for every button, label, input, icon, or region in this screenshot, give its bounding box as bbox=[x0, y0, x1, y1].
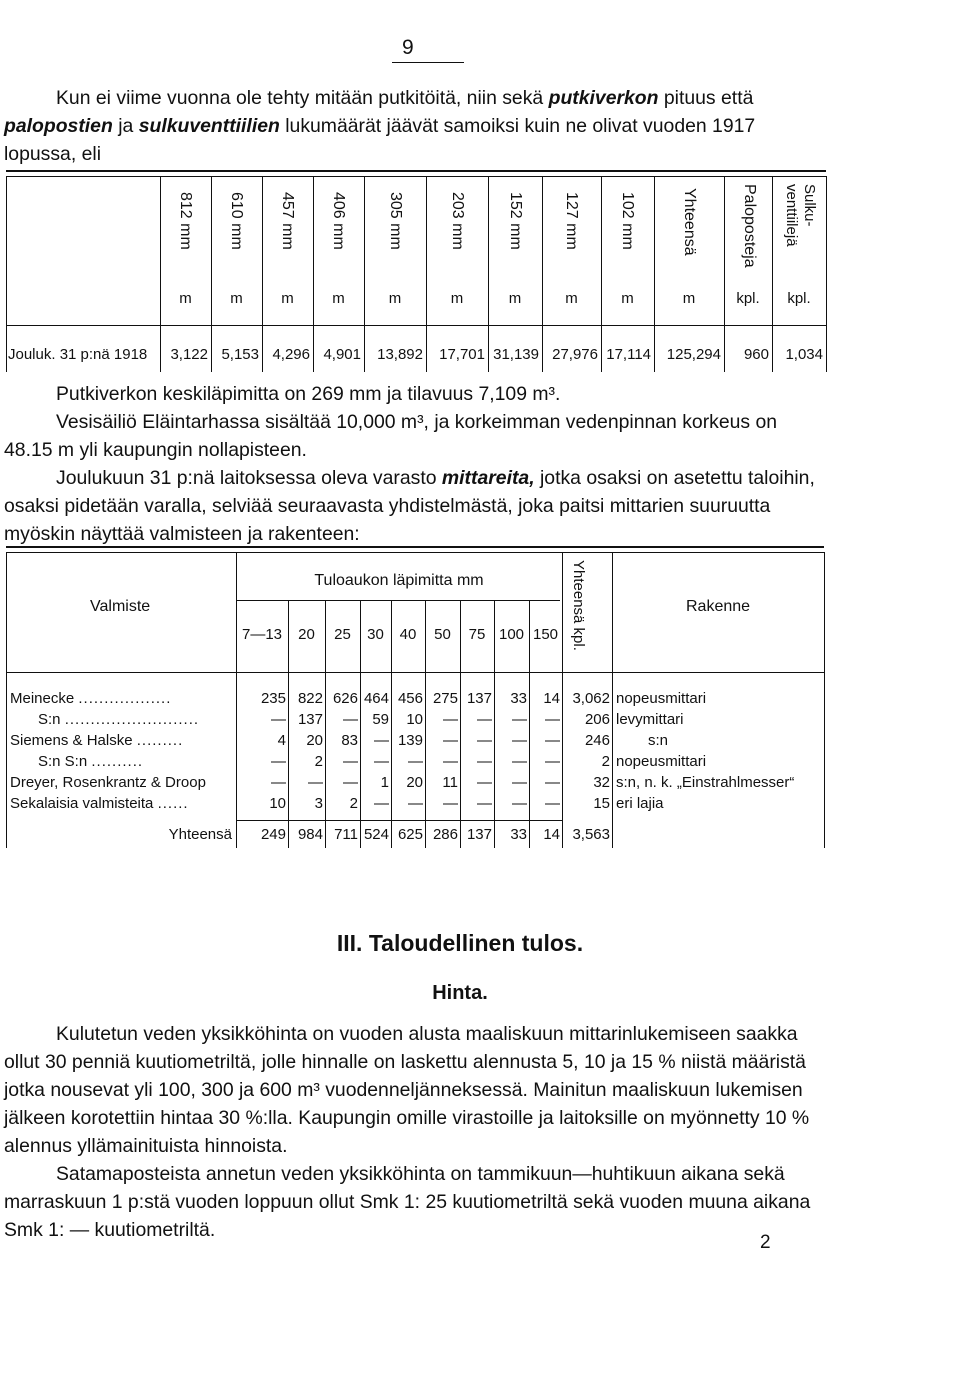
header-valmiste: Valmiste bbox=[90, 598, 151, 615]
cell: 235 bbox=[260, 690, 286, 707]
cell: — bbox=[343, 711, 358, 728]
manufacturer-name bbox=[38, 711, 232, 728]
size-header: 50 bbox=[434, 626, 451, 643]
cell: 626 bbox=[332, 690, 358, 707]
value-yhteensa: 125,294 bbox=[666, 346, 721, 363]
cell: — bbox=[512, 753, 527, 770]
manufacturer-label: S:n bbox=[38, 711, 61, 728]
unit-457: m bbox=[281, 290, 294, 307]
paragraph-keskilapimitta: Putkiverkon keskiläpimitta on 269 mm ja tilavuus 7,109 m³. bbox=[56, 383, 561, 405]
cell: — bbox=[477, 711, 492, 728]
rakenne-cell: nopeusmittari bbox=[616, 753, 707, 770]
total-cell: 524 bbox=[363, 826, 389, 843]
unit-305: m bbox=[388, 290, 402, 307]
row-total: 32 bbox=[593, 774, 610, 791]
cell: — bbox=[271, 711, 286, 728]
cell: — bbox=[512, 795, 527, 812]
table1-col-sep bbox=[211, 176, 212, 372]
cell: — bbox=[545, 753, 560, 770]
cell: 33 bbox=[510, 690, 527, 707]
row-total: 206 bbox=[584, 711, 610, 728]
table2-top-rule-thin bbox=[6, 552, 824, 553]
header-406: 406 mm bbox=[330, 192, 347, 250]
unit-203: m bbox=[450, 290, 464, 307]
cell: — bbox=[308, 774, 323, 791]
unit-406: m bbox=[332, 290, 345, 307]
cell: — bbox=[477, 795, 492, 812]
intro-text-1: Kun ei viime vuonna ole tehty mitään putkitöitä, niin sekä bbox=[56, 87, 549, 109]
table1-header-rule bbox=[6, 325, 826, 326]
size-header: 100 bbox=[498, 626, 525, 643]
manufacturer-name: Dreyer, Rosenkrantz & Droop bbox=[10, 774, 206, 791]
value-152: 31,139 bbox=[493, 346, 539, 363]
value-457: 4,296 bbox=[272, 346, 310, 363]
table2-top-rule bbox=[6, 546, 824, 548]
size-header: 20 bbox=[298, 626, 315, 643]
cell: 137 bbox=[466, 690, 492, 707]
cell: — bbox=[512, 711, 527, 728]
leader-dots: .................. bbox=[78, 690, 172, 707]
cell: — bbox=[443, 711, 458, 728]
total-cell: 249 bbox=[260, 826, 286, 843]
total-cell: 711 bbox=[334, 826, 358, 843]
header-203: 203 mm bbox=[449, 192, 466, 250]
cell: 3 bbox=[314, 795, 323, 812]
mittareita-term: mittareita, bbox=[441, 467, 535, 489]
para4-text-1: Joulukuun 31 p:nä laitoksessa oleva varasto bbox=[56, 467, 442, 489]
cell: — bbox=[477, 732, 492, 749]
unit-sulkuventtiileja: kpl. bbox=[787, 290, 811, 307]
unit-paloposteja: kpl. bbox=[736, 290, 760, 307]
paragraph-mittareita bbox=[4, 464, 828, 548]
unit-127: m bbox=[565, 290, 578, 307]
size-header: 30 bbox=[367, 626, 384, 643]
cell: 11 bbox=[442, 774, 458, 791]
cell: — bbox=[477, 774, 492, 791]
page-number-rule bbox=[392, 62, 464, 63]
table1-col-sep bbox=[426, 176, 427, 372]
cell: 2 bbox=[314, 753, 323, 770]
manufacturer-name bbox=[10, 795, 232, 812]
value-203: 17,701 bbox=[439, 346, 485, 363]
cell: 10 bbox=[406, 711, 423, 728]
cell: 1 bbox=[380, 774, 389, 791]
cell: 139 bbox=[397, 732, 423, 749]
total-cell: 625 bbox=[397, 826, 423, 843]
header-152: 152 mm bbox=[507, 192, 524, 250]
value-305: 13,892 bbox=[377, 346, 423, 363]
cell: 456 bbox=[397, 690, 423, 707]
rakenne-cell: nopeusmittari bbox=[616, 690, 707, 707]
total-cell: 14 bbox=[543, 826, 560, 843]
header-457: 457 mm bbox=[279, 192, 296, 250]
row-total: 246 bbox=[584, 732, 610, 749]
manufacturer-label: Meinecke bbox=[10, 690, 75, 707]
cell: — bbox=[374, 753, 389, 770]
total-cell: 33 bbox=[510, 826, 527, 843]
header-paloposteja: Paloposteja bbox=[741, 184, 758, 268]
cell: — bbox=[443, 753, 458, 770]
value-812: 3,122 bbox=[170, 346, 208, 363]
header-812: 812 mm bbox=[177, 192, 194, 250]
value-406: 4,901 bbox=[323, 346, 361, 363]
leader-dots: ...... bbox=[157, 795, 189, 812]
table2-right-border bbox=[824, 552, 825, 848]
row-total: 15 bbox=[593, 795, 610, 812]
unit-102: m bbox=[621, 290, 634, 307]
putkiverkon-term: putkiverkon bbox=[548, 87, 659, 109]
table1-col-sep bbox=[313, 176, 314, 372]
size-header: 40 bbox=[399, 626, 417, 643]
value-sulkuventtiileja: 1,034 bbox=[785, 346, 823, 363]
cell: — bbox=[343, 753, 358, 770]
total-cell: 286 bbox=[432, 826, 458, 843]
table1-col-sep bbox=[772, 176, 773, 372]
cell: — bbox=[343, 774, 358, 791]
header-sulkuventtiileja: Sulku- venttiilejä bbox=[783, 184, 818, 247]
table1-top-rule bbox=[6, 170, 826, 172]
value-127: 27,976 bbox=[552, 346, 598, 363]
leader-dots: .......................... bbox=[64, 711, 200, 728]
total-label: Yhteensä bbox=[168, 826, 232, 843]
manufacturer-name bbox=[38, 753, 232, 770]
table2-total-rule bbox=[236, 820, 562, 821]
cell: 137 bbox=[297, 711, 323, 728]
cell: 275 bbox=[432, 690, 458, 707]
unit-152: m bbox=[508, 290, 522, 307]
intro-paragraph bbox=[4, 84, 828, 168]
table1-col-sep bbox=[601, 176, 602, 372]
cell: — bbox=[374, 795, 389, 812]
cell: 464 bbox=[363, 690, 389, 707]
cell: — bbox=[374, 732, 389, 749]
header-tuloaukon: Tuloaukon läpimitta mm bbox=[314, 572, 484, 589]
rakenne-cell: s:n, n. k. „Einstrahlmesser“ bbox=[616, 774, 795, 791]
row-label: Jouluk. 31 p:nä 1918 bbox=[8, 346, 148, 363]
leader-dots: .......... bbox=[91, 753, 144, 770]
palopostien-term: palopostien bbox=[4, 115, 113, 137]
cell: — bbox=[512, 732, 527, 749]
total-cell: 984 bbox=[297, 826, 323, 843]
header-rakenne: Rakenne bbox=[686, 598, 751, 615]
sulkuventtiilien-term: sulkuventtiilien bbox=[138, 115, 280, 137]
cell: — bbox=[545, 795, 560, 812]
cell: — bbox=[477, 753, 492, 770]
manufacturer-name bbox=[10, 732, 232, 749]
size-header: 75 bbox=[468, 626, 486, 643]
size-header: 7—13 bbox=[241, 626, 283, 643]
cell: — bbox=[545, 774, 560, 791]
cell: — bbox=[271, 774, 286, 791]
rakenne-cell: s:n bbox=[648, 732, 669, 749]
header-610: 610 mm bbox=[228, 192, 245, 250]
table1-col-sep bbox=[542, 176, 543, 372]
paragraph-yksikkohinta: Kulutetun veden yksikköhinta on vuoden alusta maaliskuun mittarinlukemiseen saakka ollut 30 penniä kuutiometriltä, jolle hinnalle on laskettu alennusta 5, 10 ja 15 % niistä määristä jotka nousevat yli 100, 300 ja 600 m³ vuodenneljänneksessä. Mainitun maaliskuun lukemisen jälkeen korotettiin hintaa 30 %:lla. Kaupungin omille virastoille ja laitoksille on myönnetty 10 % alennus yllämainituista hinnoista. bbox=[4, 1023, 810, 1157]
header-yhteensa: Yhteensä bbox=[681, 188, 698, 256]
cell: 59 bbox=[372, 711, 389, 728]
paragraph-satamaposteista: Satamaposteista annetun veden yksikköhinta on tammikuun—huhtikuun aikana sekä marraskuun 1 p:stä vuoden loppuun ollut Smk 1: 25 kuutiometriltä sekä vuoden muuna aikana Smk 1: — kuutiometriltä. bbox=[4, 1163, 811, 1241]
cell: — bbox=[443, 732, 458, 749]
header-yhteensa-kpl: Yhteensä kpl. bbox=[570, 560, 587, 651]
table2-left-border bbox=[6, 552, 7, 848]
value-paloposteja: 960 bbox=[743, 346, 769, 363]
table1-col-sep bbox=[654, 176, 655, 372]
signature-number: 2 bbox=[760, 1232, 771, 1253]
intro-text-3: ja bbox=[112, 115, 139, 137]
table1-right-border bbox=[826, 176, 827, 372]
unit-812: m bbox=[179, 290, 192, 307]
cell: — bbox=[512, 774, 527, 791]
header-305: 305 mm bbox=[387, 192, 404, 250]
size-header: 150 bbox=[532, 626, 559, 643]
paragraph-vesisailio: Vesisäiliö Eläintarhassa sisältää 10,000 m³, ja korkeimman vedenpinnan korkeus on 48.15 m yli kaupungin nollapisteen. bbox=[4, 411, 778, 461]
cell: 2 bbox=[349, 795, 358, 812]
leader-dots: ......... bbox=[136, 732, 184, 749]
cell: — bbox=[443, 795, 458, 812]
table2-col-sep bbox=[612, 552, 613, 848]
row-total: 2 bbox=[601, 753, 610, 770]
cell: 10 bbox=[269, 795, 286, 812]
row-total: 3,062 bbox=[572, 690, 610, 707]
cell: — bbox=[408, 795, 423, 812]
table1-col-sep bbox=[724, 176, 725, 372]
cell: — bbox=[408, 753, 423, 770]
value-610: 5,153 bbox=[221, 346, 259, 363]
rakenne-cell: levymittari bbox=[616, 711, 684, 728]
table1-top-rule-thin bbox=[6, 176, 826, 177]
unit-610: m bbox=[230, 290, 243, 307]
cell: 822 bbox=[297, 690, 323, 707]
rakenne-cell: eri lajia bbox=[616, 795, 664, 812]
manufacturer-label: Siemens & Halske bbox=[10, 732, 133, 749]
table1-col-sep bbox=[262, 176, 263, 372]
cell: 14 bbox=[543, 690, 560, 707]
header-127: 127 mm bbox=[563, 192, 580, 250]
manufacturer-label: S:n S:n bbox=[38, 753, 88, 770]
size-header: 25 bbox=[334, 626, 351, 643]
page-number: 9 bbox=[402, 36, 414, 59]
intro-text-4: lukumäärät jäävät samoiksi kuin ne olivat vuoden 1917 lopussa, eli bbox=[4, 115, 756, 165]
value-102: 17,114 bbox=[606, 346, 651, 363]
para4-text-2: jotka osaksi on asetettu taloihin, osaksi pidetään varalla, selviää seuraavasta yhdistelmästä, joka paitsi mittarien suuruutta myöskin näyttää valmisteen ja rakenteen: bbox=[4, 467, 815, 545]
table2-group-rule bbox=[236, 600, 560, 601]
cell: 4 bbox=[277, 732, 286, 749]
section-heading: III. Taloudellinen tulos. bbox=[336, 930, 584, 956]
table2-header-rule bbox=[6, 672, 824, 673]
total-cell: 137 bbox=[466, 826, 492, 843]
header-102: 102 mm bbox=[619, 192, 636, 250]
intro-text-2: pituus että bbox=[658, 87, 754, 109]
manufacturer-label: Sekalaisia valmisteita bbox=[10, 795, 154, 812]
unit-yhteensa: m bbox=[682, 290, 696, 307]
table1-left-border bbox=[6, 176, 7, 372]
cell: 83 bbox=[341, 732, 358, 749]
table1-col-sep bbox=[160, 176, 161, 372]
manufacturer-name bbox=[10, 690, 232, 707]
table1-col-sep bbox=[488, 176, 489, 372]
grand-total: 3,563 bbox=[572, 826, 610, 843]
sub-heading: Hinta. bbox=[432, 982, 488, 1004]
table1-col-sep bbox=[364, 176, 365, 372]
cell: 20 bbox=[306, 732, 323, 749]
cell: — bbox=[545, 732, 560, 749]
cell: — bbox=[271, 753, 286, 770]
cell: — bbox=[545, 711, 560, 728]
cell: 20 bbox=[406, 774, 423, 791]
